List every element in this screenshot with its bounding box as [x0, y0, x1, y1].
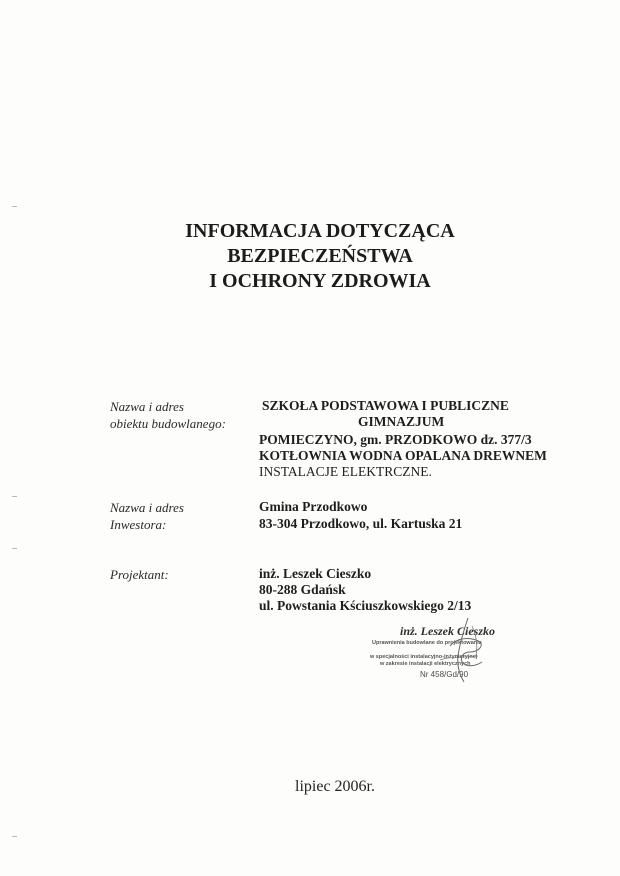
investor-label — [110, 499, 184, 533]
object-label-line-1: Nazwa i adres — [110, 399, 184, 414]
title-line-1: INFORMACJA DOTYCZĄCA — [185, 220, 455, 242]
investor-label-line-1: Nazwa i adres — [110, 500, 184, 515]
stamp-name: inż. Leszek Cieszko — [400, 624, 496, 638]
title-line-2: BEZPIECZEŃSTWA — [227, 245, 413, 267]
document-title — [110, 219, 530, 294]
object-name-line-5: INSTALACJE ELEKTRCZNE. — [259, 464, 432, 479]
document-date: lipiec 2006r. — [295, 778, 375, 795]
designer-label: Projektant: — [110, 567, 169, 582]
investor-name: Gmina Przodkowo — [259, 499, 368, 514]
title-line-3: I OCHRONY ZDROWIA — [209, 270, 431, 292]
object-label — [110, 398, 226, 432]
punch-mark — [12, 548, 17, 549]
punch-mark — [12, 496, 17, 497]
investor-label-line-2: Inwestora: — [110, 517, 167, 532]
object-label-line-2: obiektu budowlanego: — [110, 416, 226, 431]
designer-name: inż. Leszek Cieszko — [259, 566, 372, 581]
stamp-line-3: w zakresie instalacji elektrycznych — [380, 661, 471, 667]
object-name-line-4: KOTŁOWNIA WODNA OPALANA DREWNEM — [259, 448, 547, 463]
stamp-line-2: w specjalności instalacyjno-inżynieryjnej — [370, 654, 478, 660]
punch-mark — [12, 836, 17, 837]
object-location — [259, 431, 532, 448]
object-location-text: POMIECZYNO, gm. PRZODKOWO dz. 377/3 — [259, 432, 532, 447]
stamp-line-1: Uprawnienia budowlane do projektowania — [372, 640, 482, 646]
punch-mark — [12, 206, 17, 207]
investor-address: 83-304 Przodkowo, ul. Kartuska 21 — [259, 516, 463, 531]
designer-street: ul. Powstania Kściuszkowskiego 2/13 — [259, 598, 472, 613]
handwritten-signature — [420, 616, 500, 686]
object-name-line-2: GIMNAZJUM — [358, 414, 445, 429]
object-name-line-1: SZKOŁA PODSTAWOWA I PUBLICZNE — [262, 398, 509, 413]
designer-postal: 80-288 Gdańsk — [259, 582, 346, 597]
stamp-number: Nr 458/Gd/90 — [420, 670, 469, 679]
